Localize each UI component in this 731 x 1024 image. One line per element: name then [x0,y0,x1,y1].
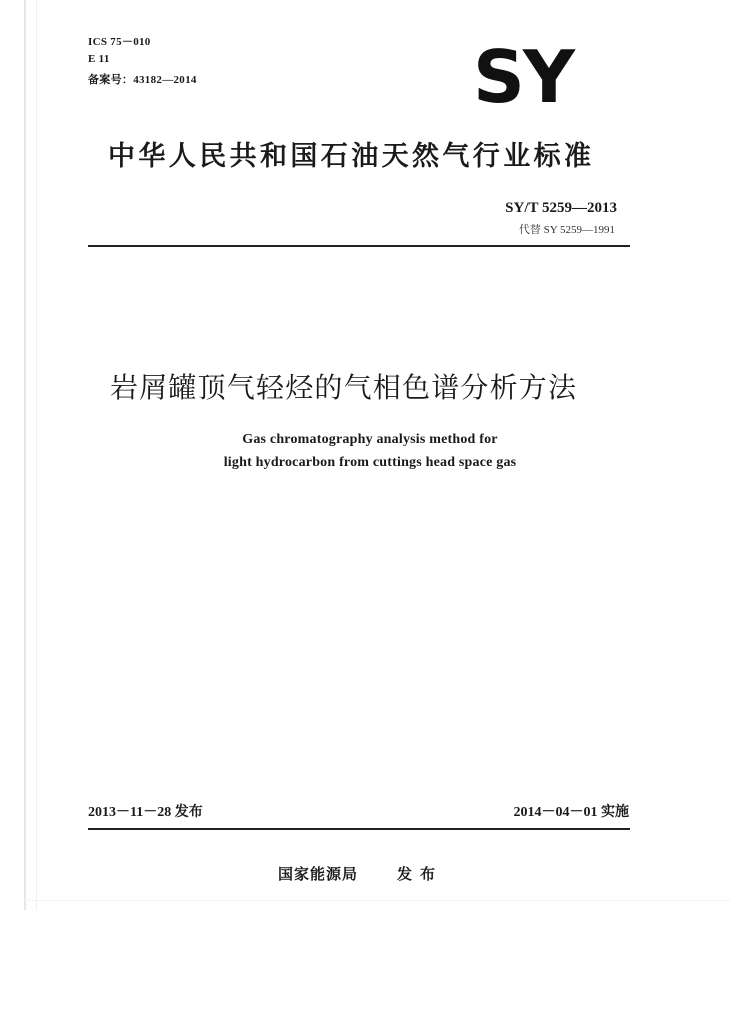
sy-logo [460,40,586,120]
document-title-en-line2: light hydrocarbon from cuttings head space gas [223,455,517,470]
document-title-en-line1: Gas chromatography analysis method for [242,432,498,447]
record-number: 备案号：43182—2014 [88,74,197,86]
scan-bottom-edge [24,900,731,901]
classification-code: E 11 [88,53,110,65]
header-divider [88,245,630,247]
svg-text:SY: SY [473,40,573,119]
footer-divider [88,828,630,830]
scan-edge-shadow [24,0,26,910]
issuing-body-title: 中华人民共和国石油天然气行业标准 [108,141,595,172]
issue-date: 2013－11－28 发布 [88,805,203,820]
implementation-date: 2014－04－01 实施 [513,805,629,820]
replaces-standard: 代替 SY 5259—1991 [518,224,615,236]
document-title-cn: 岩屑罐顶气轻烃的气相色谱分析方法 [110,371,578,404]
standard-number: SY/T 5259—2013 [505,200,617,216]
ics-code: ICS 75－010 [88,36,151,48]
issuer-name: 国家能源局 [278,865,359,883]
scan-edge-shadow-faint [36,0,37,910]
issuer-action: 发布 [397,865,444,883]
